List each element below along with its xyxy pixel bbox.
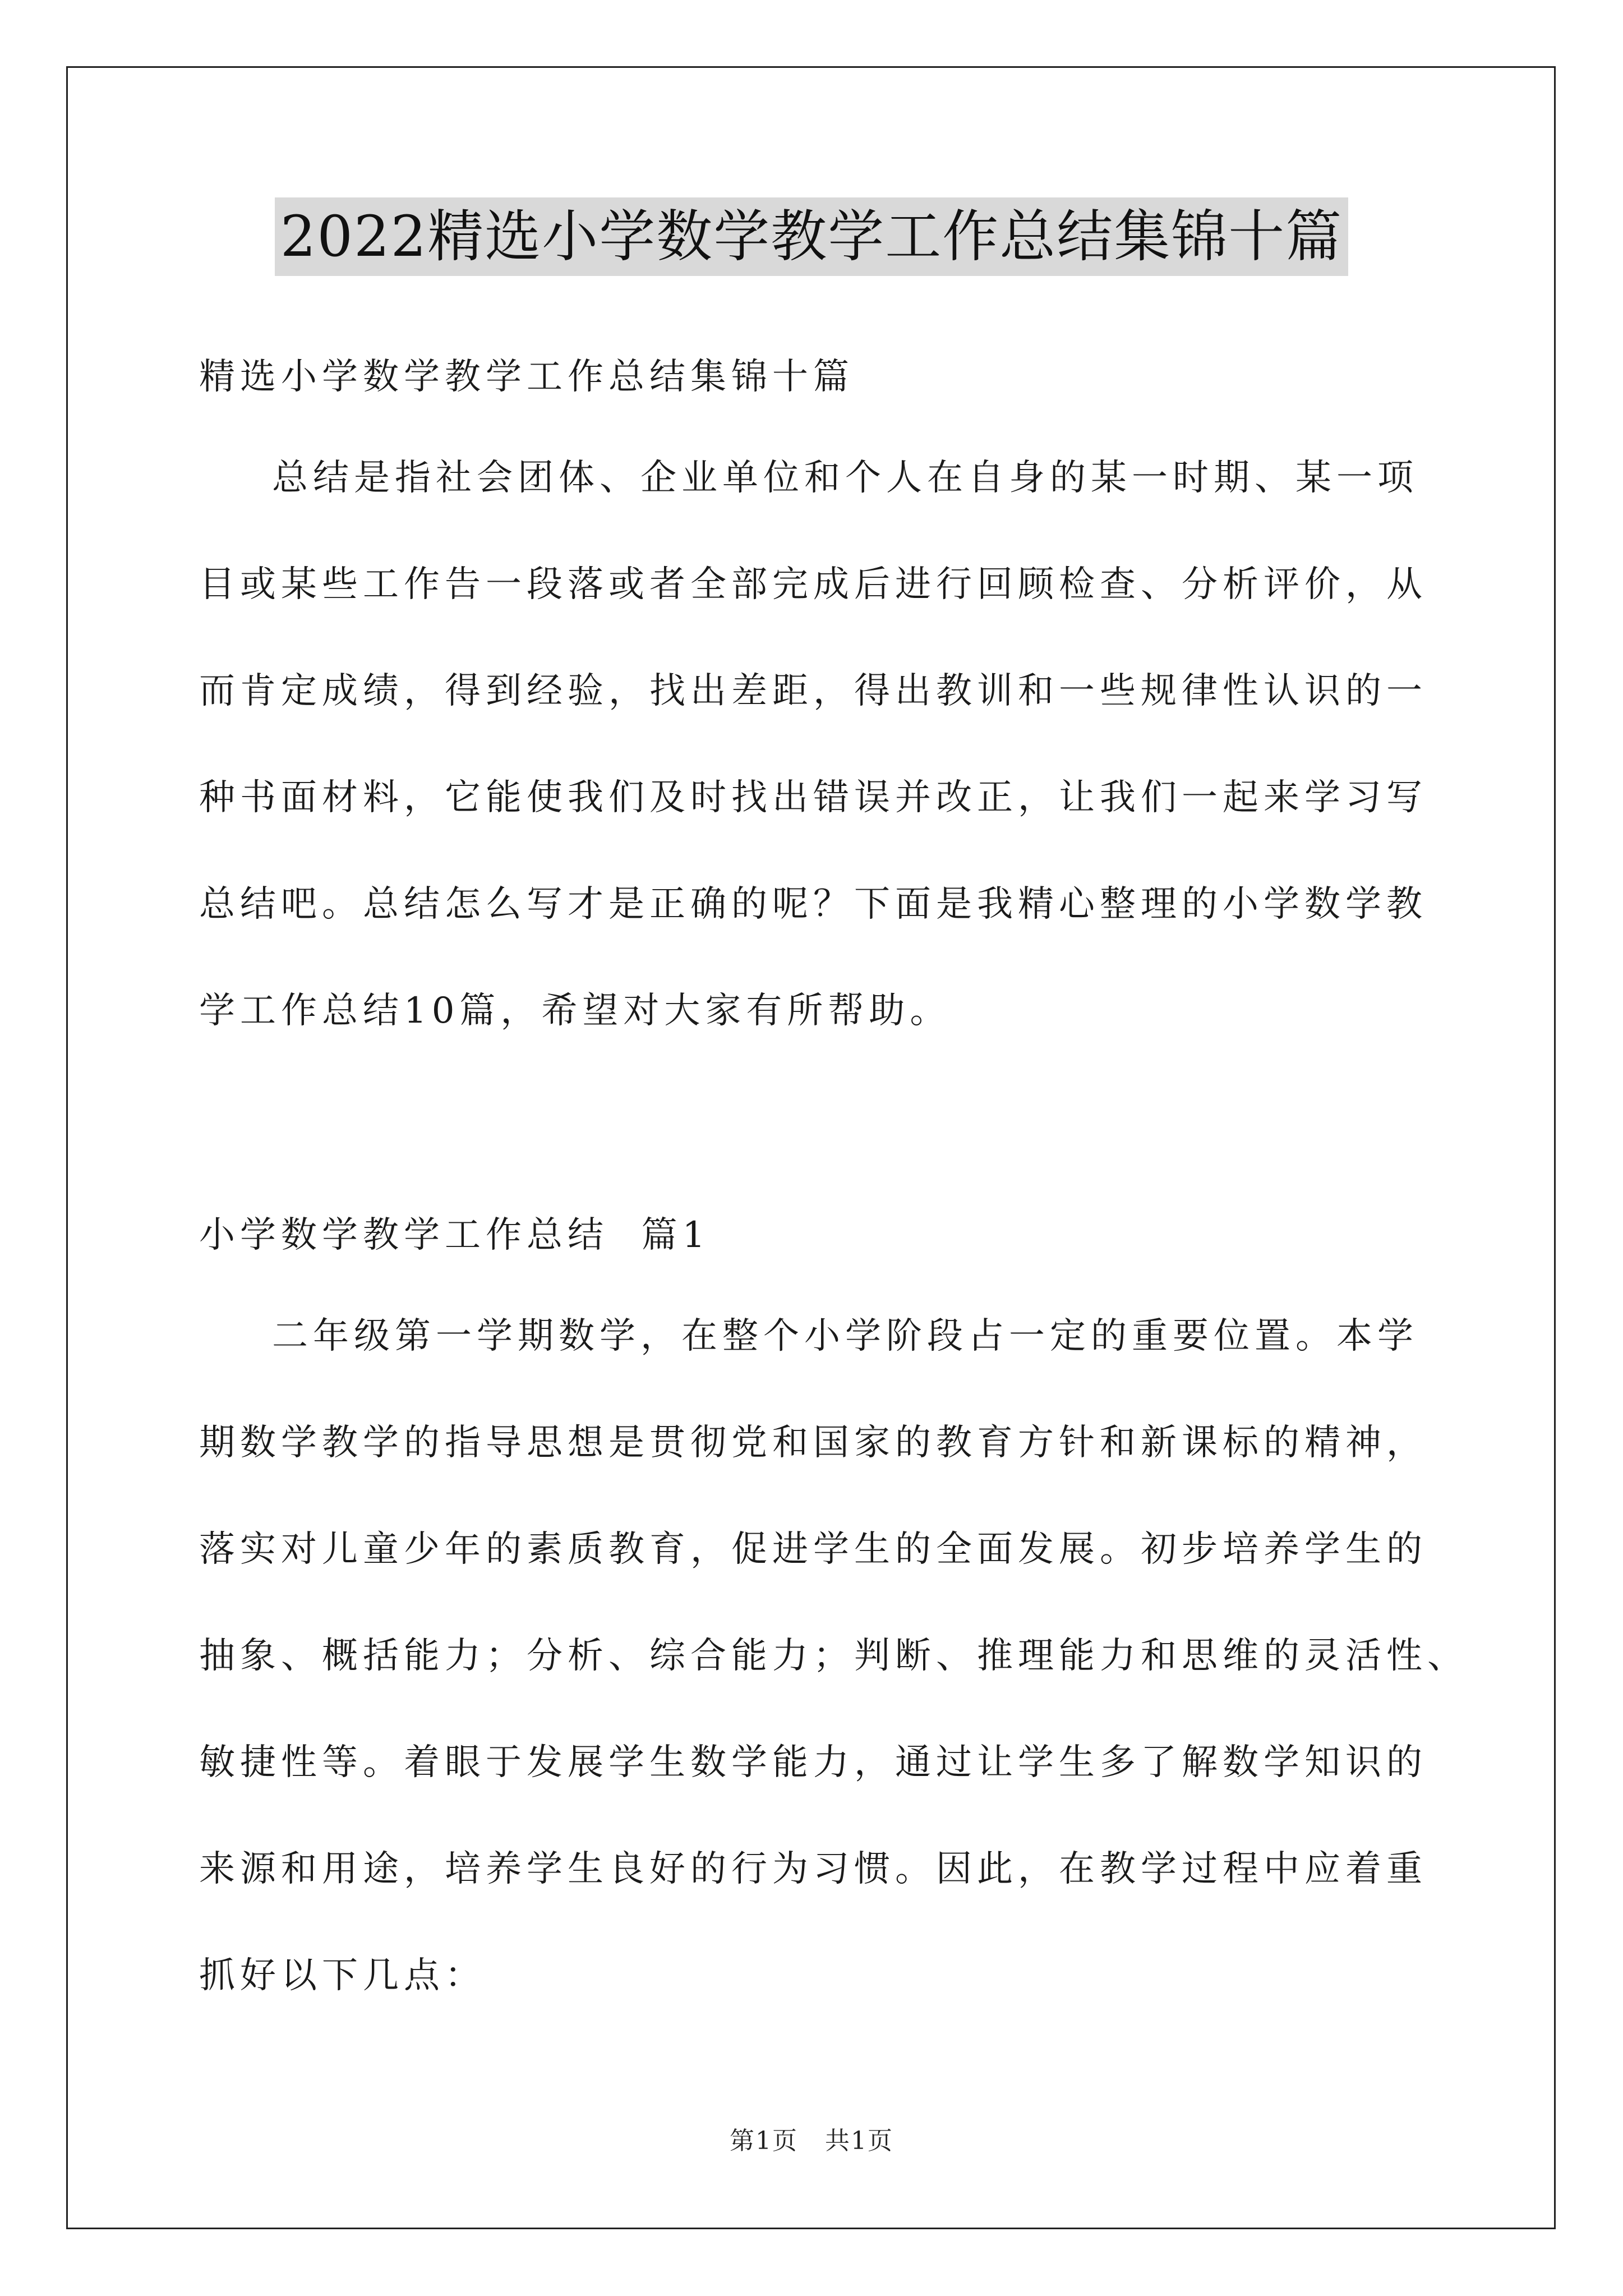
section-line: 期数学教学的指导思想是贯彻党和国家的教育方针和新课标的精神， (199, 1422, 1427, 1464)
document-subtitle: 精选小学数学教学工作总结集锦十篇 (199, 356, 854, 398)
section-line: 二年级第一学期数学，在整个小学阶段占一定的重要位置。本学 (272, 1315, 1418, 1357)
section-line: 抽象、概括能力；分析、综合能力；判断、推理能力和思维的灵活性、 (199, 1635, 1468, 1677)
section-line: 抓好以下几点： (199, 1955, 486, 1996)
page-number: 第1页 共1页 (730, 2127, 893, 2155)
intro-line: 目或某些工作告一段落或者全部完成后进行回顾检查、分析评价，从 (199, 564, 1427, 605)
intro-line: 种书面材料，它能使我们及时找出错误并改正，让我们一起来学习写 (199, 777, 1427, 818)
intro-line: 而肯定成绩，得到经验，找出差距，得出教训和一些规律性认识的一 (199, 670, 1427, 712)
section-line: 落实对儿童少年的素质教育，促进学生的全面发展。初步培养学生的 (199, 1529, 1427, 1570)
intro-line: 总结吧。总结怎么写才是正确的呢？下面是我精心整理的小学数学教 (199, 884, 1427, 925)
intro-line: 学工作总结10篇，希望对大家有所帮助。 (199, 990, 951, 1032)
document-title: 2022精选小学数学教学工作总结集锦十篇 (275, 197, 1349, 276)
intro-line: 总结是指社会团体、企业单位和个人在自身的某一时期、某一项 (272, 457, 1418, 499)
title-container (0, 197, 1623, 276)
page-footer (0, 2124, 1623, 2158)
section-heading: 小学数学教学工作总结 篇1 (199, 1214, 711, 1256)
section-line: 敏捷性等。着眼于发展学生数学能力，通过让学生多了解数学知识的 (199, 1742, 1427, 1783)
section-line: 来源和用途，培养学生良好的行为习惯。因此，在教学过程中应着重 (199, 1848, 1427, 1890)
